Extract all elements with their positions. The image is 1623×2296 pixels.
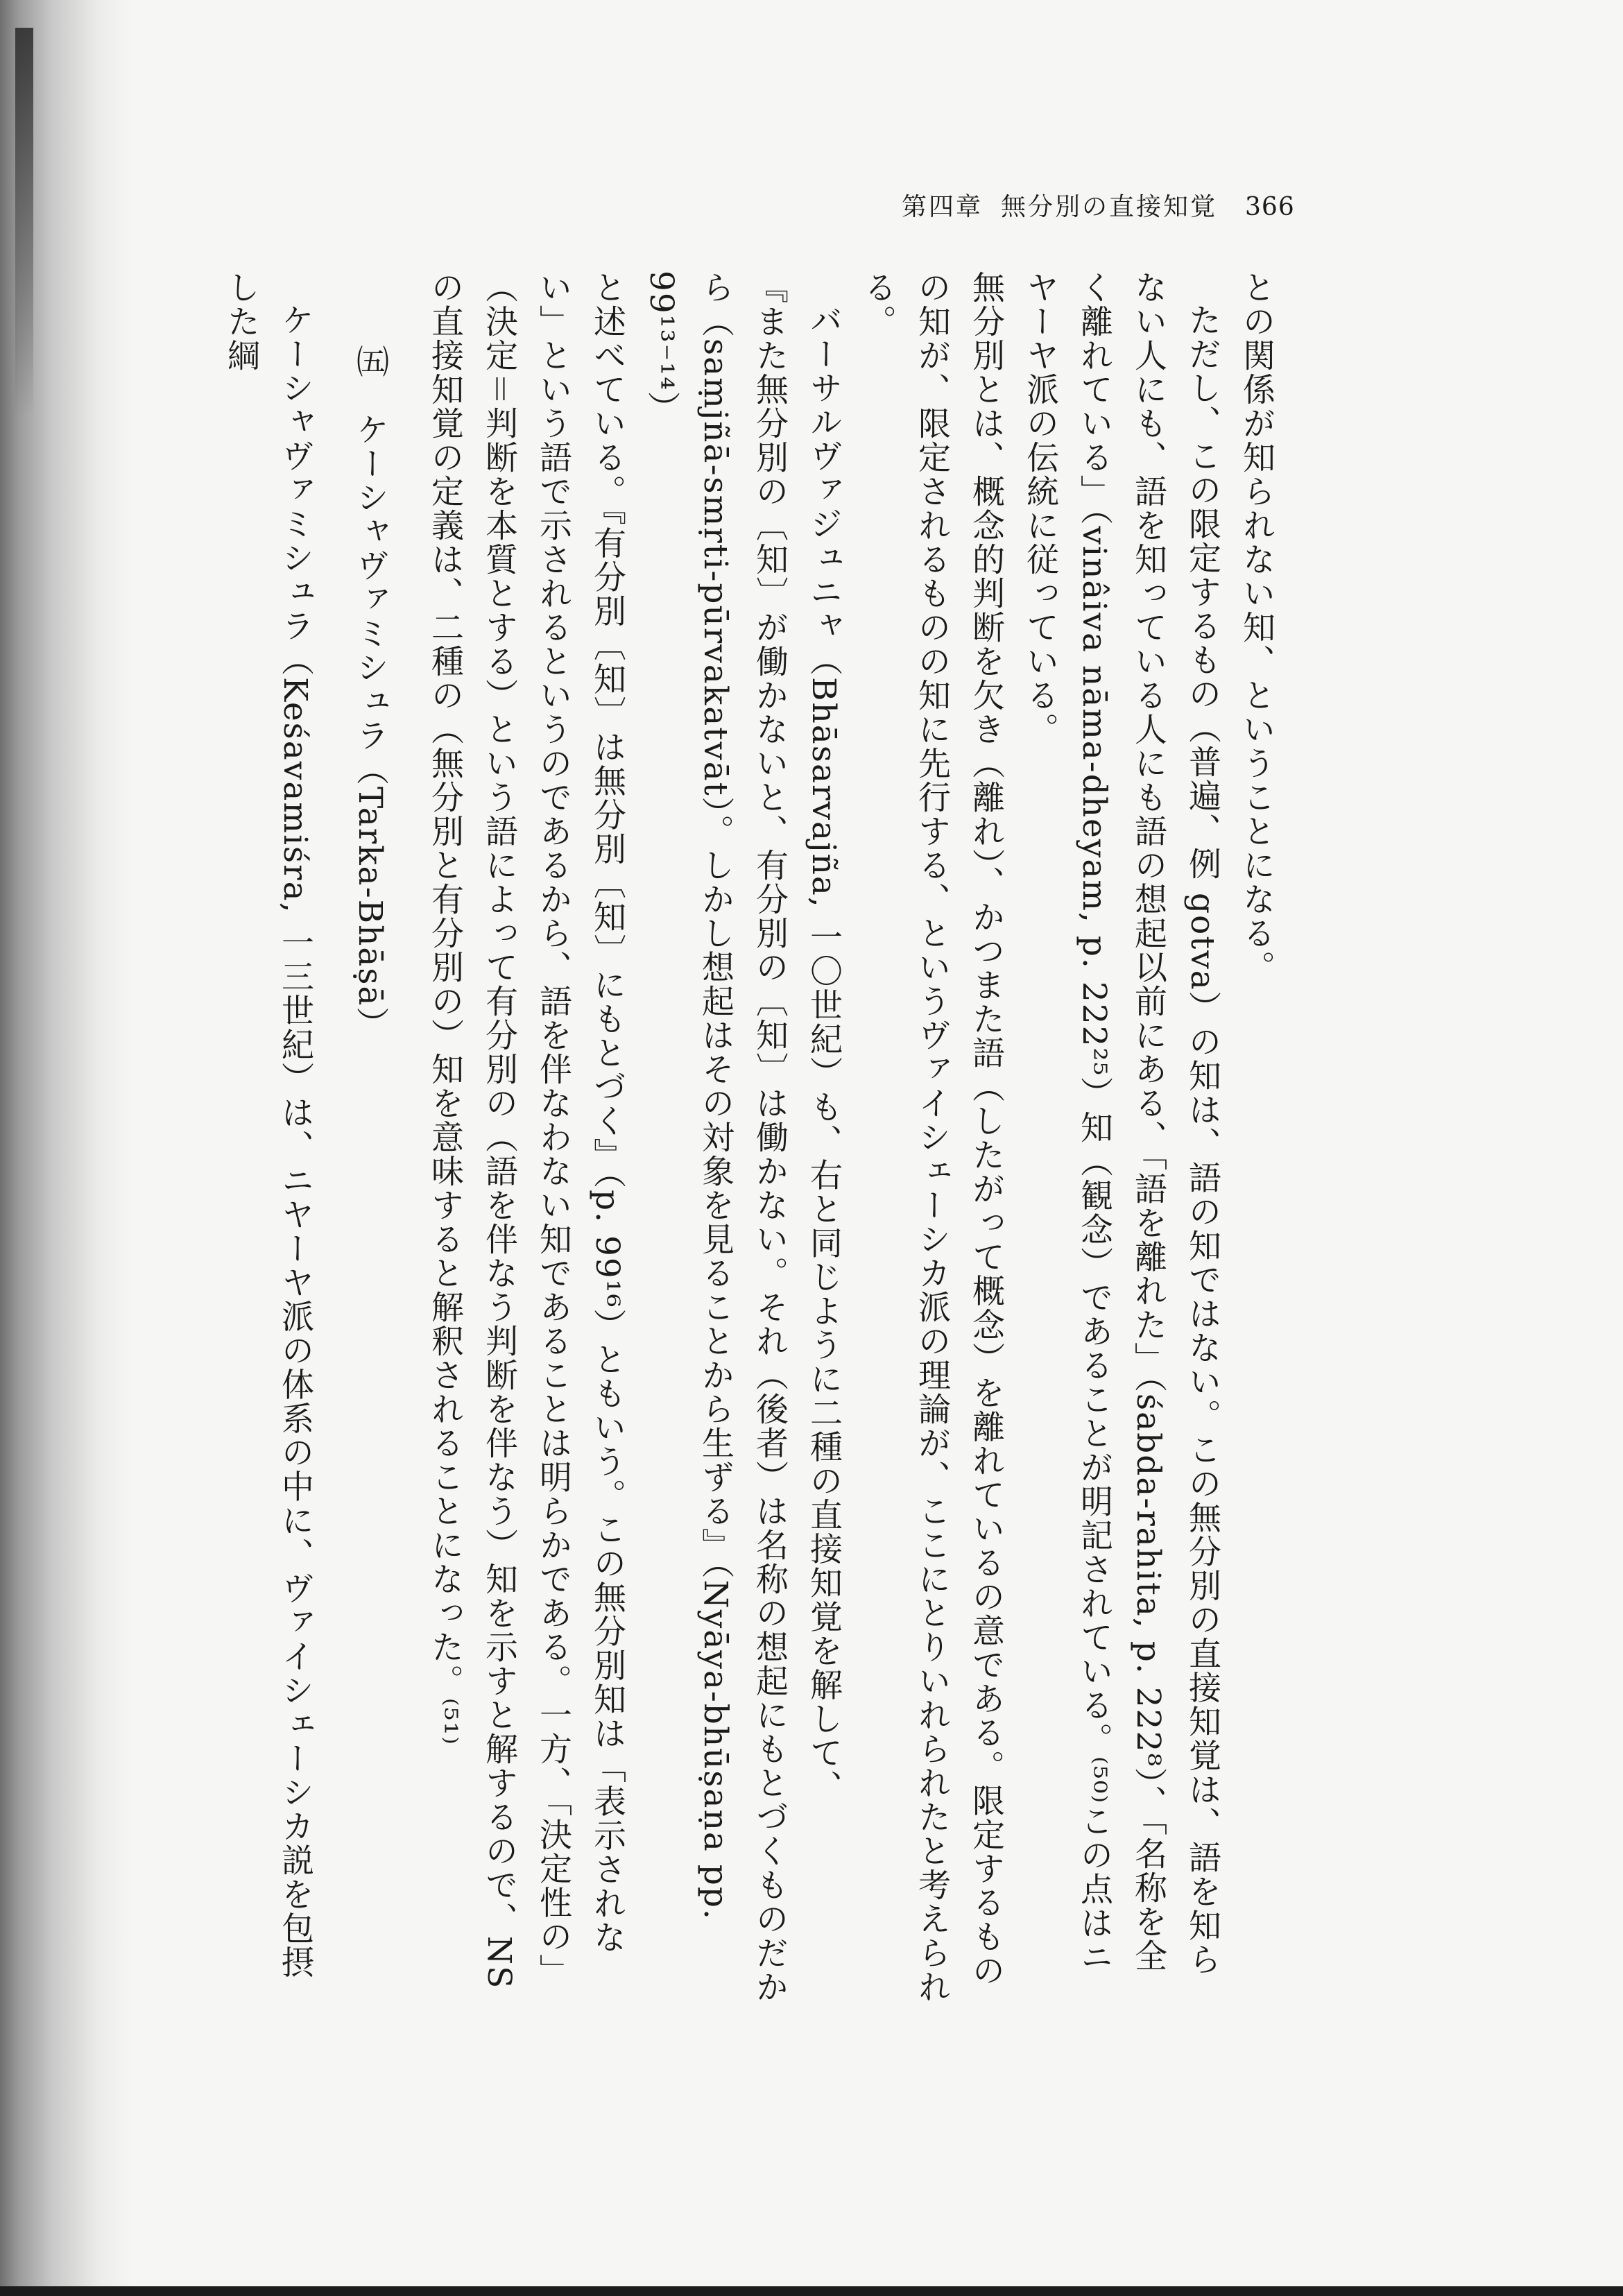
paragraph-2: ただし、この限定するもの（普遍、例 gotva）の知は、語の知ではない。この無分別の直接知覚は、語を知らない人にも、語を知っている人にも語の想起以前にある、「語を離れた」（śabda-rahita, p. 222⁸）、「名称を全く離れている」（vinâiva nāma-dheyam, p. 222²⁵）知（観念）であることが明記されている。⁽⁵⁰⁾この点はニヤーヤ派の伝統に従っている。 (1021, 271, 1221, 1977)
running-head (902, 187, 1295, 223)
paragraph-3: 無分別とは、概念的判断を欠き（離れ）、かつまた語（したがって概念）を離れているの意である。限定するものの知が、限定されるものの知に先行する、というヴァイシェーシカ派の理論が、ここにとりいれられたと考えられる。 (859, 271, 1005, 2004)
vertical-text-body (201, 271, 1283, 2005)
paragraph-5-quote: 『また無分別の〔知〕が働かないと、有分別の〔知〕は働かない。それ（後者）は名称の想起にもとづくものだから（saṃjñā-smṛti-pūrvakatvāt）。しかし想起はその対象を見ることから生ずる』（Nyāya-bhūṣaṇa pp. 99¹³⁻¹⁴） (642, 271, 789, 2004)
scan-bottom-edge (0, 2286, 1623, 2296)
paragraph-4: バーサルヴァジュニャ（Bhāsarvajña, 一〇世紀）も、右と同じように二種の直接知覚を解して、 (805, 303, 843, 1804)
chapter-title: 無分別の直接知覚 (1001, 193, 1218, 221)
page-number: 366 (1245, 193, 1295, 221)
binding-gutter (15, 28, 33, 416)
section-heading: ㈤ ケーシャヴァミシュラ（Tarka-Bhāṣā） (351, 345, 389, 1041)
paragraph-7: ケーシャヴァミシュラ（Keśavamiśra, 一三世紀）は、ニヤーヤ派の体系の中に、ヴァイシェーシカ説を包摂した綱 (222, 271, 314, 1980)
paragraph-6: と述べている。『有分別〔知〕は無分別〔知〕にもとづく』（p. 99¹⁶）ともいう。この無分別知は「表示されない」という語で示されるというのであるから、語を伴なわない知であることは明らかである。一方、「決定性の」（決定＝判断を本質とする）という語によって有分別の（語を伴なう判断を伴なう）知を示すと解するので、NS の直接知覚の定義は、二種の（無分別と有分別の）知を意味すると解釈されることになった。⁽⁵¹⁾ (426, 271, 626, 1990)
chapter-label: 第四章 (902, 193, 984, 221)
paragraph-1: との関係が知られない知、ということになる。 (1237, 271, 1276, 984)
